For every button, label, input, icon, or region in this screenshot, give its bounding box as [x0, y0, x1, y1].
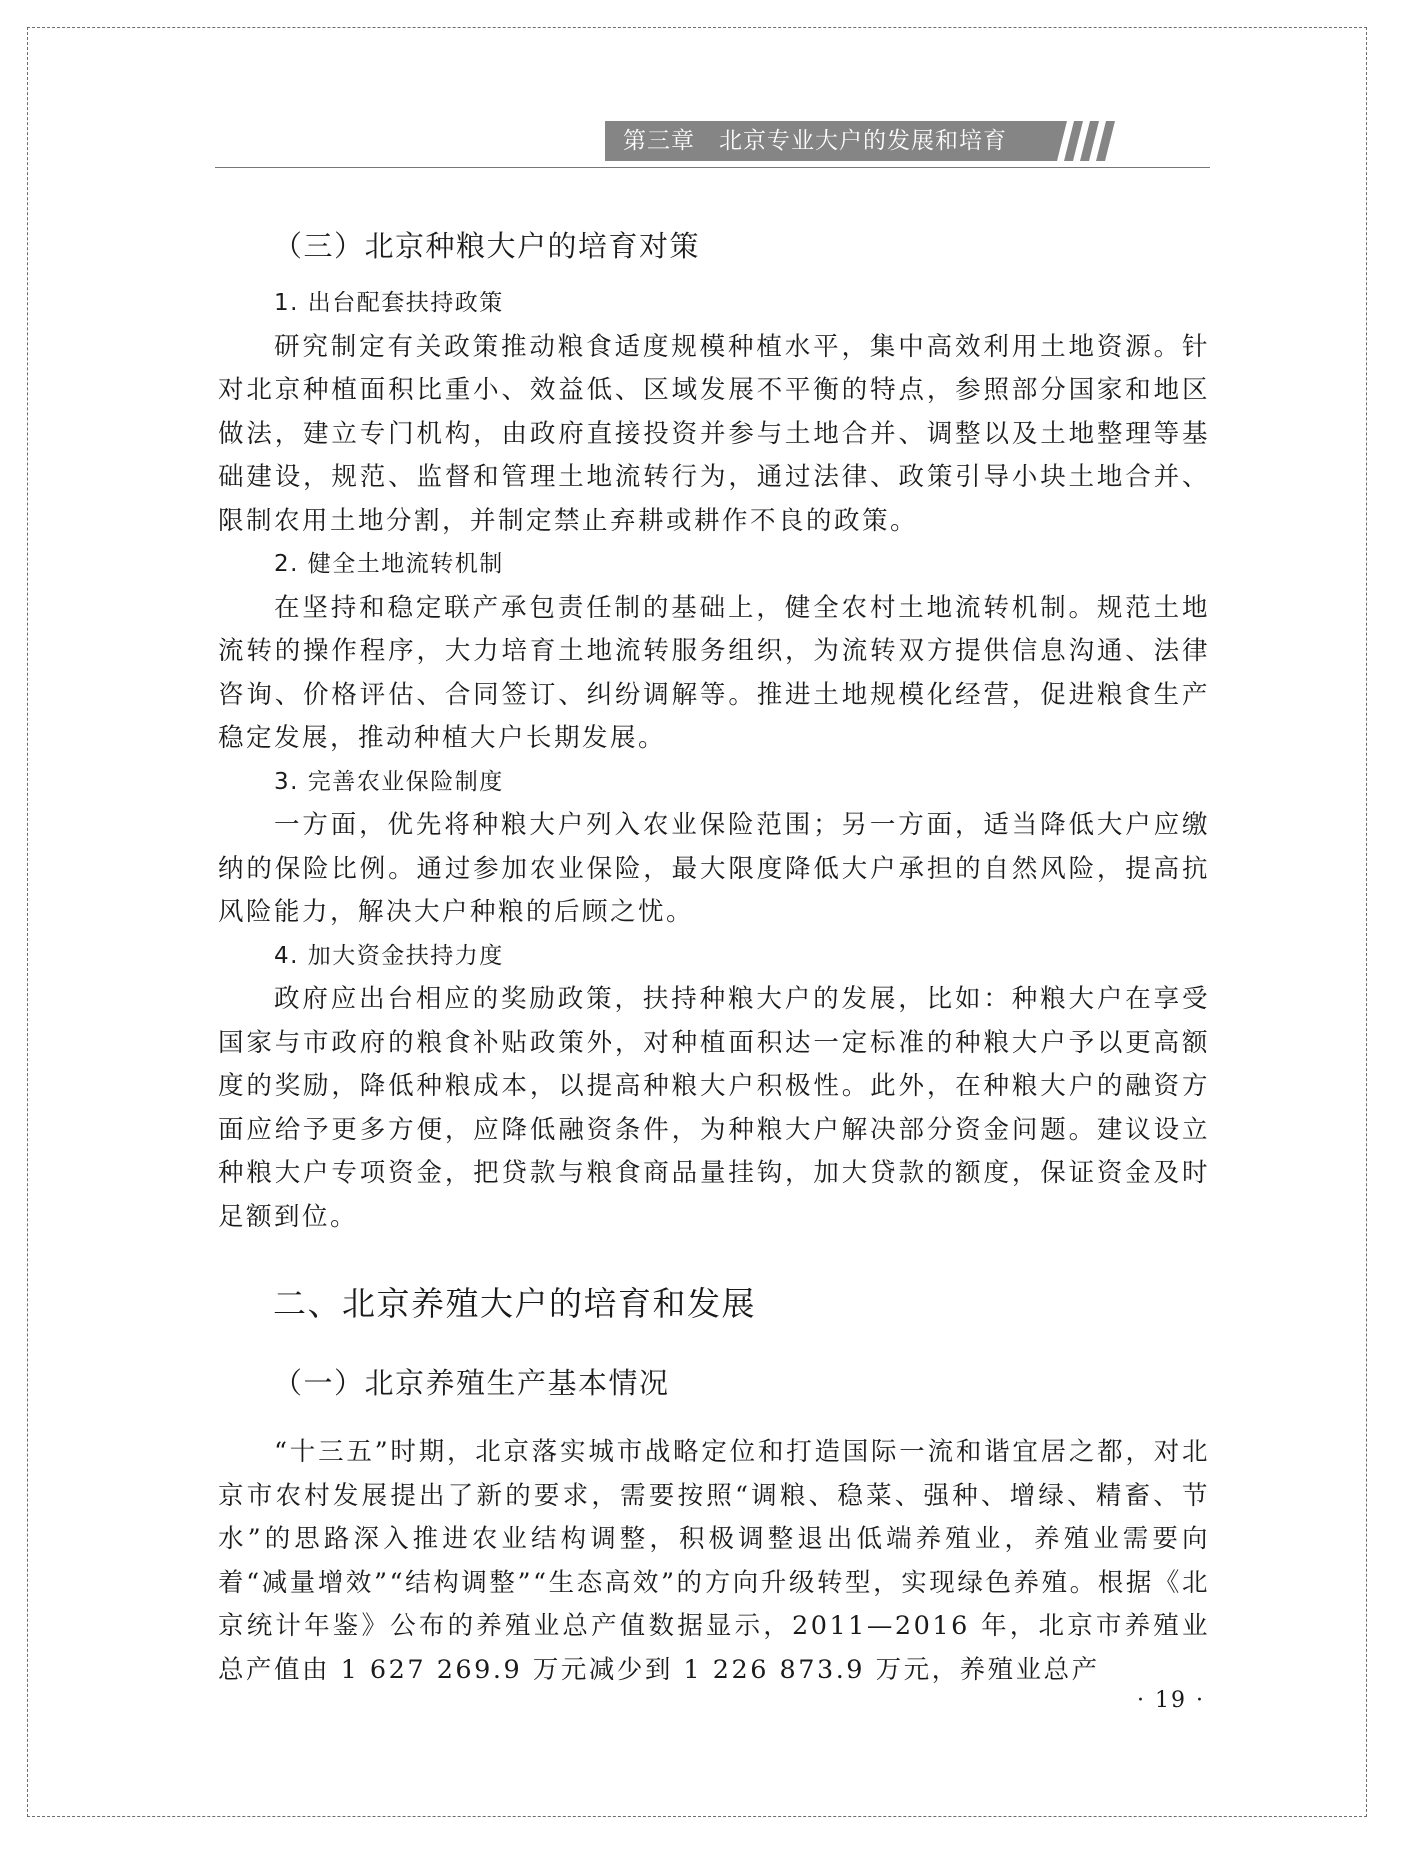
section-heading-3: （三）北京种粮大户的培育对策 — [273, 229, 701, 263]
paragraph-1: 研究制定有关政策推动粮食适度规模种植水平，集中高效利用土地资源。针对北京种植面积比重小、效益低、区域发展不平衡的特点，参照部分国家和地区做法，建立专门机构，由政府直接投资并参与土地合并、调整以及土地整理等基础建设，规范、监督和管理土地流转行为，通过法律、政策引导小块土地合并、限制农用土地分割，并制定禁止弃耕或耕作不良的政策。 — [218, 331, 1210, 536]
header-rule — [215, 167, 1210, 168]
section-heading-2-1: （一）北京养殖生产基本情况 — [273, 1366, 670, 1400]
paragraph-3: 一方面，优先将种粮大户列入农业保险范围；另一方面，适当降低大户应缴纳的保险比例。通过参加农业保险，最大限度降低大户承担的自然风险，提高抗风险能力，解决大户种粮的后顾之忧。 — [218, 810, 1210, 927]
subsection-title-2: 2. 健全土地流转机制 — [274, 551, 504, 577]
header-stripe-decoration — [1043, 121, 1210, 161]
page-number: · 19 · — [1137, 1688, 1205, 1713]
subsection-title-1: 1. 出台配套扶持政策 — [274, 290, 504, 316]
subsection-title-4: 4. 加大资金扶持力度 — [274, 942, 504, 969]
running-header — [605, 121, 1210, 161]
chapter-title: 第三章 北京专业大户的发展和培育 — [623, 128, 1007, 154]
section-heading-2: 二、北京养殖大户的培育和发展 — [273, 1284, 756, 1323]
paragraph-5: “十三五”时期，北京落实城市战略定位和打造国际一流和谐宜居之都，对北京市农村发展提出了新的要求，需要按照“调粮、稳菜、强种、增绿、精畜、节水”的思路深入推进农业结构调整，积极调整退出低端养殖业，养殖业需要向着“减量增效”“结构调整”“生态高效”的方向升级转型，实现绿色养殖。根据《北京统计年鉴》公布的养殖业总产值数据显示，2011—2016 年，北京市养殖业总产值由 1 627 269.9 万元减少到 1 226 873.9 万元，养殖业总产 — [218, 1437, 1210, 1685]
subsection-title-3: 3. 完善农业保险制度 — [274, 768, 504, 795]
paragraph-2: 在坚持和稳定联产承包责任制的基础上，健全农村土地流转机制。规范土地流转的操作程序，大力培育土地流转服务组织，为流转双方提供信息沟通、法律咨询、价格评估、合同签订、纠纷调解等。推进土地规模化经营，促进粮食生产稳定发展，推动种植大户长期发展。 — [218, 592, 1210, 753]
page-content — [218, 218, 1210, 1692]
paragraph-4: 政府应出台相应的奖励政策，扶持种粮大户的发展，比如：种粮大户在享受国家与市政府的粮食补贴政策外，对种植面积达一定标准的种粮大户予以更高额度的奖励，降低种粮成本，以提高种粮大户积极性。此外，在种粮大户的融资方面应给予更多方便，应降低融资条件，为种粮大户解决部分资金问题。建议设立种粮大户专项资金，把贷款与粮食商品量挂钩，加大贷款的额度，保证资金及时足额到位。 — [218, 984, 1210, 1232]
